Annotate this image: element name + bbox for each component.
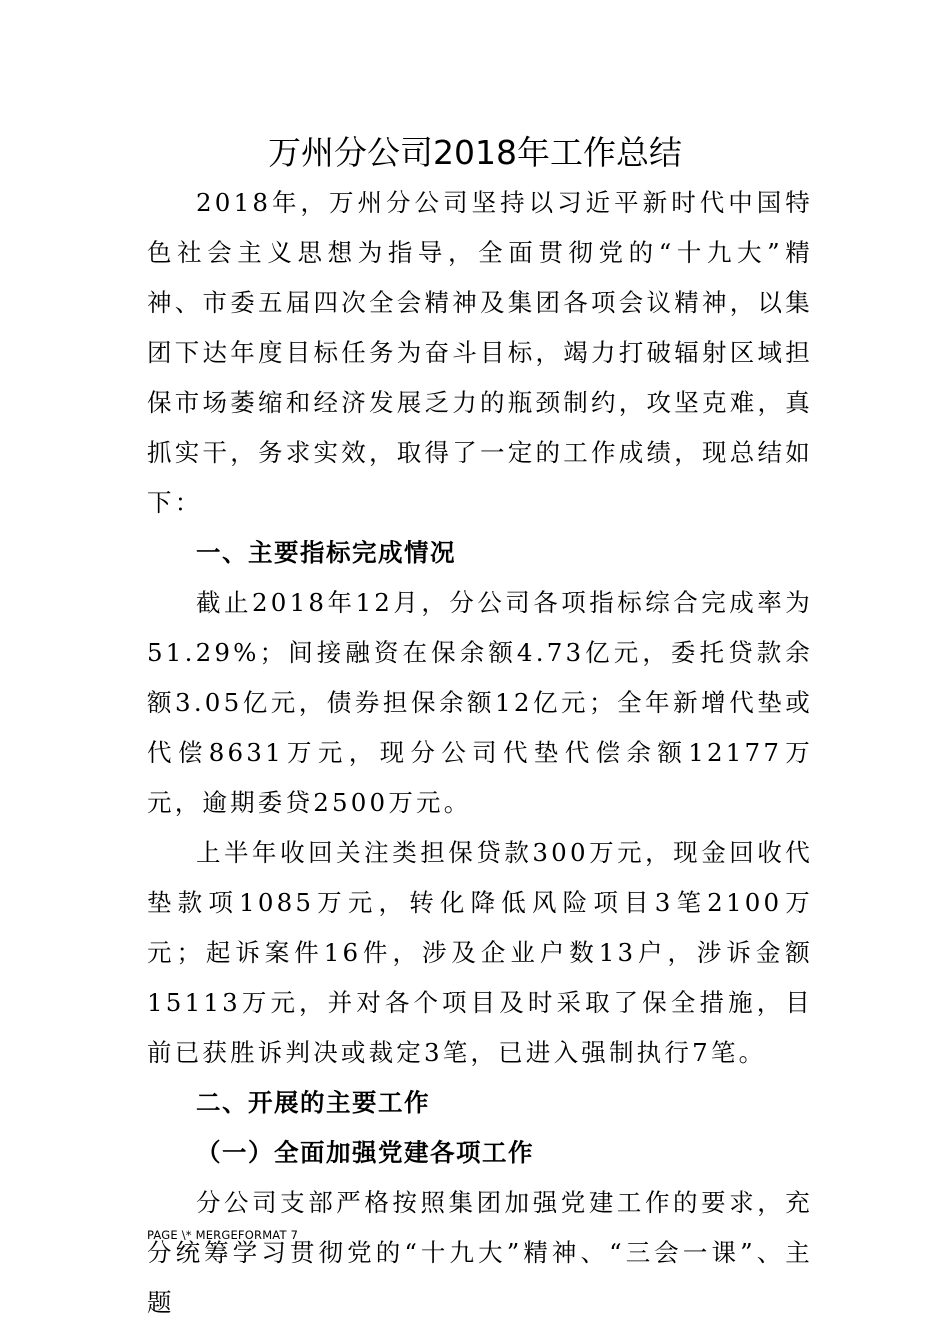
document-body: [147, 178, 813, 1328]
paragraph-indicators: 截止2018年12月，分公司各项指标综合完成率为51.29%；间接融资在保余额4.73亿元，委托贷款余额3.05亿元，债券担保余额12亿元；全年新增代垫或代偿8631万元，现分公司代垫代偿余额12177万元，逾期委贷2500万元。: [147, 588, 813, 817]
document-title: 万州分公司2018年工作总结: [268, 133, 682, 172]
subsection-heading-1: （一）全面加强党建各项工作: [196, 1138, 534, 1167]
page-footer: PAGE \* MERGEFORMAT 7: [147, 1228, 299, 1242]
paragraph-party-building: 分公司支部严格按照集团加强党建工作的要求，充分统筹学习贯彻党的“十九大”精神、“三会一课”、主题: [147, 1188, 813, 1317]
paragraph-recovery: 上半年收回关注类担保贷款300万元，现金回收代垫款项1085万元，转化降低风险项目3笔2100万元；起诉案件16件，涉及企业户数13户，涉诉金额15113万元，并对各个项目及时采取了保全措施，目前已获胜诉判决或裁定3笔，已进入强制执行7笔。: [147, 838, 813, 1067]
section-heading-2: 二、开展的主要工作: [196, 1088, 430, 1117]
section-heading-1: 一、主要指标完成情况: [196, 538, 456, 567]
paragraph-intro: 2018年，万州分公司坚持以习近平新时代中国特色社会主义思想为指导，全面贯彻党的“十九大”精神、市委五届四次全会精神及集团各项会议精神，以集团下达年度目标任务为奋斗目标，竭力打破辐射区域担保市场萎缩和经济发展乏力的瓶颈制约，攻坚克难，真抓实干，务求实效，取得了一定的工作成绩，现总结如下：: [147, 188, 813, 517]
